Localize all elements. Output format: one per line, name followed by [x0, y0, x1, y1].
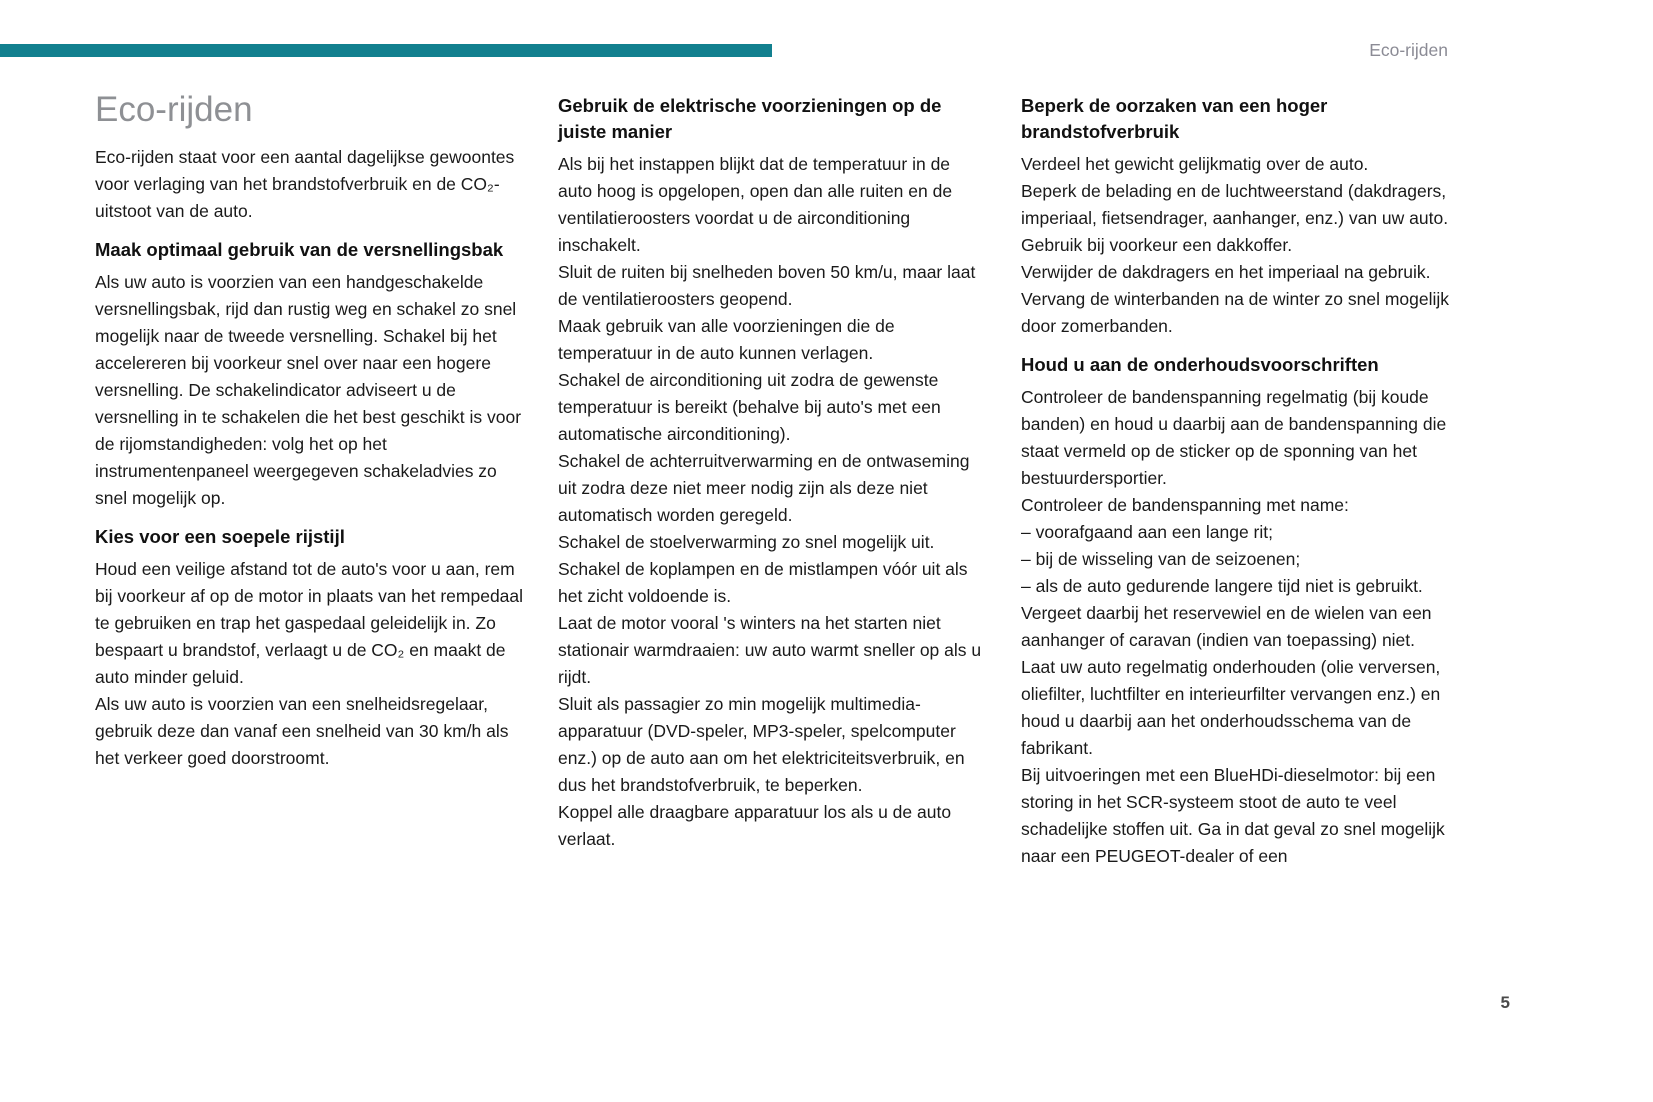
paragraph: Vergeet daarbij het reservewiel en de wielen van een aanhanger of caravan (indien van toepassing) niet. [1021, 603, 1432, 650]
paragraph: Als bij het instappen blijkt dat de temperatuur in de auto hoog is opgelopen, open dan alle ruiten en de ventilatieroosters voordat u de airconditioning inschakelt. [558, 154, 953, 255]
paragraph: Als uw auto is voorzien van een handgeschakelde versnellingsbak, rijd dan rustig weg en schakel zo snel mogelijk naar de tweede versnelling. Schakel bij het accelereren bij voorkeur snel over naar een hogere versnelling. De schakelindicator adviseert u de versnelling in te schakelen die het best geschikt is voor de rijomstandigheden: volg het op het instrumentenpaneel weergegeven schakeladvies zo snel mogelijk op. [95, 272, 522, 508]
paragraph: Verwijder de dakdragers en het imperiaal na gebruik. [1021, 262, 1431, 282]
paragraph: Vervang de winterbanden na de winter zo snel mogelijk door zomerbanden. [1021, 289, 1450, 336]
section-heading: Beperk de oorzaken van een hoger brandstofverbruik [1021, 95, 1328, 142]
paragraph: Laat uw auto regelmatig onderhouden (olie verversen, oliefilter, luchtfilter en interieurfilter vervangen enz.) en houd u daarbij aan het onderhoudsschema van de fabrikant. [1021, 657, 1441, 758]
page-title: Eco-rijden [95, 90, 253, 129]
paragraph: Beperk de belading en de luchtweerstand (dakdragers, imperiaal, fietsendrager, aanhanger, enz.) van uw auto. Gebruik bij voorkeur een dakkoffer. [1021, 181, 1449, 255]
paragraph: Controleer de bandenspanning regelmatig (bij koude banden) en houd u daarbij aan de bandenspanning die staat vermeld op de sticker op de sponning van het bestuurdersportier. [1021, 387, 1447, 488]
paragraph: Bij uitvoeringen met een BlueHDi-dieselmotor: bij een storing in het SCR-systeem stoot de auto te veel schadelijke stoffen uit. Ga in dat geval zo snel mogelijk naar een PEUGEOT-dealer of een [1021, 765, 1445, 866]
running-header: Eco-rijden [1369, 40, 1448, 60]
paragraph: Maak gebruik van alle voorzieningen die de temperatuur in de auto kunnen verlagen. [558, 316, 895, 363]
paragraph: Schakel de achterruitverwarming en de ontwaseming uit zodra deze niet meer nodig zijn als deze niet automatisch worden geregeld. [558, 451, 970, 525]
page-number: 5 [1500, 993, 1510, 1012]
paragraph: Schakel de airconditioning uit zodra de gewenste temperatuur is bereikt (behalve bij auto's met een automatische airconditioning). [558, 370, 941, 444]
column-2 [558, 90, 988, 870]
paragraph: Eco-rijden staat voor een aantal dagelijkse gewoontes voor verlaging van het brandstofverbruik en de CO₂-uitstoot van de auto. [95, 147, 515, 221]
paragraph: Koppel alle draagbare apparatuur los als u de auto verlaat. [558, 802, 952, 849]
paragraph: Houd een veilige afstand tot de auto's voor u aan, rem bij voorkeur af op de motor in plaats van het rempedaal te gebruiken en trap het gaspedaal geleidelijk in. Zo bespaart u brandstof, verlaagt u de CO₂ en maakt de auto minder geluid. [95, 559, 524, 687]
paragraph: Laat de motor vooral 's winters na het starten niet stationair warmdraaien: uw auto warmt sneller op als u rijdt. [558, 613, 982, 687]
text-columns [95, 90, 1451, 870]
list-item: – als de auto gedurende langere tijd niet is gebruikt. [1021, 576, 1423, 596]
paragraph: Controleer de bandenspanning met name: [1021, 495, 1349, 515]
section-heading: Kies voor een soepele rijstijl [95, 526, 345, 547]
list-item: – voorafgaand aan een lange rit; [1021, 522, 1273, 542]
paragraph: Verdeel het gewicht gelijkmatig over de auto. [1021, 154, 1369, 174]
section-heading: Gebruik de elektrische voorzieningen op de juiste manier [558, 95, 942, 142]
paragraph: Sluit de ruiten bij snelheden boven 50 km/u, maar laat de ventilatieroosters geopend. [558, 262, 976, 309]
accent-bar [0, 44, 772, 57]
paragraph: Als uw auto is voorzien van een snelheidsregelaar, gebruik deze dan vanaf een snelheid van 30 km/h als het verkeer goed doorstroomt. [95, 694, 509, 768]
paragraph: Sluit als passagier zo min mogelijk multimedia-apparatuur (DVD-speler, MP3-speler, spelcomputer enz.) op de auto aan om het elektriciteitsverbruik, en dus het brandstofverbruik, te beperken. [558, 694, 965, 795]
list-item: – bij de wisseling van de seizoenen; [1021, 549, 1301, 569]
section-heading: Maak optimaal gebruik van de versnellingsbak [95, 239, 504, 260]
paragraph: Schakel de koplampen en de mistlampen vóór uit als het zicht voldoende is. [558, 559, 968, 606]
column-1 [95, 90, 525, 870]
section-heading: Houd u aan de onderhoudsvoorschriften [1021, 354, 1379, 375]
column-3 [1021, 90, 1451, 870]
paragraph: Schakel de stoelverwarming zo snel mogelijk uit. [558, 532, 935, 552]
